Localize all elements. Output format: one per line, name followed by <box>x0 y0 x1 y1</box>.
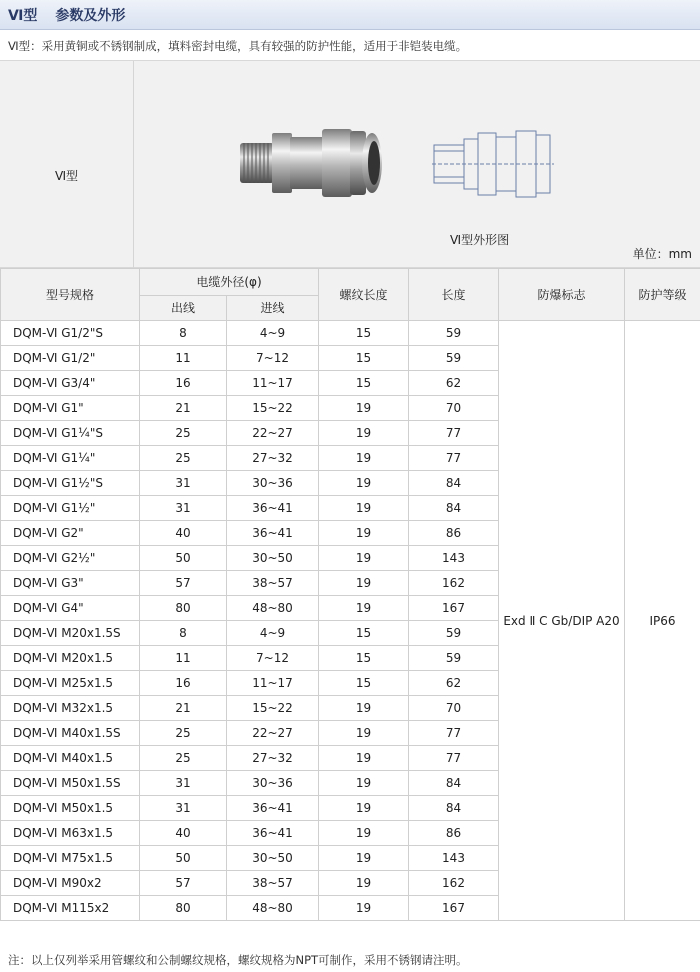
title-model: Ⅵ型 <box>8 7 38 24</box>
product-area <box>0 60 700 268</box>
inlet-cell: 36~41 <box>227 796 319 821</box>
outlet-cell: 50 <box>140 546 227 571</box>
header-inlet: 进线 <box>227 296 319 321</box>
outlet-cell: 11 <box>140 346 227 371</box>
model-cell: DQM-Ⅵ G1½"S <box>1 471 140 496</box>
thread-length-cell: 19 <box>319 521 409 546</box>
model-cell: DQM-Ⅵ M50x1.5S <box>1 771 140 796</box>
inlet-cell: 7~12 <box>227 646 319 671</box>
header-model: 型号规格 <box>1 269 140 321</box>
header-protection: 防护等级 <box>625 269 700 321</box>
model-cell: DQM-Ⅵ G1/2"S <box>1 321 140 346</box>
outlet-cell: 40 <box>140 821 227 846</box>
header-outlet: 出线 <box>140 296 227 321</box>
footnote: 注：以上仅列举采用管螺纹和公制螺纹规格，螺纹规格为NPT可制作，采用不锈钢请注明。 <box>8 953 468 967</box>
model-cell: DQM-Ⅵ M40x1.5 <box>1 746 140 771</box>
length-cell: 70 <box>409 396 499 421</box>
inlet-cell: 22~27 <box>227 421 319 446</box>
length-cell: 84 <box>409 471 499 496</box>
length-cell: 162 <box>409 871 499 896</box>
length-cell: 77 <box>409 721 499 746</box>
title-bar <box>0 0 700 30</box>
inlet-cell: 36~41 <box>227 496 319 521</box>
header-length: 长度 <box>409 269 499 321</box>
model-cell: DQM-Ⅵ G1/2" <box>1 346 140 371</box>
outlet-cell: 31 <box>140 796 227 821</box>
outlet-cell: 11 <box>140 646 227 671</box>
inlet-cell: 36~41 <box>227 521 319 546</box>
length-cell: 59 <box>409 321 499 346</box>
thread-length-cell: 19 <box>319 446 409 471</box>
inlet-cell: 7~12 <box>227 346 319 371</box>
thread-length-cell: 19 <box>319 471 409 496</box>
inlet-cell: 30~50 <box>227 846 319 871</box>
model-cell: DQM-Ⅵ M75x1.5 <box>1 846 140 871</box>
model-cell: DQM-Ⅵ M50x1.5 <box>1 796 140 821</box>
inlet-cell: 30~36 <box>227 471 319 496</box>
thread-length-cell: 19 <box>319 396 409 421</box>
length-cell: 84 <box>409 771 499 796</box>
inlet-cell: 38~57 <box>227 871 319 896</box>
outlet-cell: 25 <box>140 721 227 746</box>
thread-length-cell: 19 <box>319 896 409 921</box>
model-cell: DQM-Ⅵ M63x1.5 <box>1 821 140 846</box>
inlet-cell: 27~32 <box>227 746 319 771</box>
thread-length-cell: 19 <box>319 696 409 721</box>
thread-length-cell: 15 <box>319 646 409 671</box>
inlet-cell: 15~22 <box>227 696 319 721</box>
thread-length-cell: 15 <box>319 671 409 696</box>
thread-length-cell: 19 <box>319 746 409 771</box>
thread-length-cell: 19 <box>319 796 409 821</box>
drawing-caption: Ⅵ型外形图 <box>450 233 510 247</box>
inlet-cell: 11~17 <box>227 671 319 696</box>
explosion-mark-cell: Exd Ⅱ C Gb/DIP A20 <box>499 321 625 921</box>
unit-label: 单位：mm <box>632 247 692 261</box>
spec-table-body <box>1 321 700 921</box>
length-cell: 59 <box>409 646 499 671</box>
cable-gland-photo <box>236 127 386 199</box>
length-cell: 162 <box>409 571 499 596</box>
thread-length-cell: 19 <box>319 871 409 896</box>
model-cell: DQM-Ⅵ G1½" <box>1 496 140 521</box>
thread-length-cell: 15 <box>319 371 409 396</box>
length-cell: 84 <box>409 496 499 521</box>
inlet-cell: 30~36 <box>227 771 319 796</box>
inlet-cell: 48~80 <box>227 596 319 621</box>
thread-length-cell: 15 <box>319 321 409 346</box>
header-thread-length: 螺纹长度 <box>319 269 409 321</box>
outlet-cell: 21 <box>140 396 227 421</box>
thread-length-cell: 19 <box>319 821 409 846</box>
inlet-cell: 4~9 <box>227 321 319 346</box>
thread-length-cell: 15 <box>319 621 409 646</box>
thread-length-cell: 19 <box>319 496 409 521</box>
outlet-cell: 40 <box>140 521 227 546</box>
length-cell: 86 <box>409 821 499 846</box>
thread-length-cell: 19 <box>319 771 409 796</box>
inlet-cell: 30~50 <box>227 546 319 571</box>
thread-length-cell: 19 <box>319 846 409 871</box>
model-cell: DQM-Ⅵ G4" <box>1 596 140 621</box>
model-cell: DQM-Ⅵ G1¼" <box>1 446 140 471</box>
outlet-cell: 8 <box>140 621 227 646</box>
model-cell: DQM-Ⅵ G3" <box>1 571 140 596</box>
inlet-cell: 11~17 <box>227 371 319 396</box>
outlet-cell: 80 <box>140 596 227 621</box>
model-cell: DQM-Ⅵ G1" <box>1 396 140 421</box>
outlet-cell: 31 <box>140 771 227 796</box>
inlet-cell: 36~41 <box>227 821 319 846</box>
outlet-cell: 25 <box>140 421 227 446</box>
outlet-cell: 80 <box>140 896 227 921</box>
length-cell: 167 <box>409 896 499 921</box>
page-title: 参数及外形 <box>55 7 126 24</box>
outlet-cell: 21 <box>140 696 227 721</box>
inlet-cell: 48~80 <box>227 896 319 921</box>
thread-length-cell: 15 <box>319 346 409 371</box>
length-cell: 70 <box>409 696 499 721</box>
outlet-cell: 31 <box>140 496 227 521</box>
model-cell: DQM-Ⅵ M32x1.5 <box>1 696 140 721</box>
length-cell: 77 <box>409 746 499 771</box>
model-cell: DQM-Ⅵ M25x1.5 <box>1 671 140 696</box>
outlet-cell: 16 <box>140 671 227 696</box>
model-cell: DQM-Ⅵ G1¼"S <box>1 421 140 446</box>
length-cell: 59 <box>409 621 499 646</box>
thread-length-cell: 19 <box>319 571 409 596</box>
length-cell: 62 <box>409 671 499 696</box>
length-cell: 167 <box>409 596 499 621</box>
header-explosion-mark: 防爆标志 <box>499 269 625 321</box>
inlet-cell: 4~9 <box>227 621 319 646</box>
outline-drawing <box>432 129 554 199</box>
outlet-cell: 25 <box>140 446 227 471</box>
outlet-cell: 57 <box>140 871 227 896</box>
outlet-cell: 16 <box>140 371 227 396</box>
model-cell: DQM-Ⅵ M20x1.5S <box>1 621 140 646</box>
header-cable-od: 电缆外径(φ) <box>140 269 319 296</box>
table-row <box>1 321 700 346</box>
length-cell: 62 <box>409 371 499 396</box>
model-cell: DQM-Ⅵ M115x2 <box>1 896 140 921</box>
outlet-cell: 31 <box>140 471 227 496</box>
spec-table <box>0 268 700 921</box>
outlet-cell: 57 <box>140 571 227 596</box>
length-cell: 77 <box>409 421 499 446</box>
model-cell: DQM-Ⅵ M20x1.5 <box>1 646 140 671</box>
length-cell: 143 <box>409 846 499 871</box>
model-cell: DQM-Ⅵ M40x1.5S <box>1 721 140 746</box>
length-cell: 77 <box>409 446 499 471</box>
length-cell: 143 <box>409 546 499 571</box>
thread-length-cell: 19 <box>319 596 409 621</box>
outlet-cell: 25 <box>140 746 227 771</box>
inlet-cell: 27~32 <box>227 446 319 471</box>
length-cell: 84 <box>409 796 499 821</box>
model-cell: DQM-Ⅵ G2½" <box>1 546 140 571</box>
model-cell: DQM-Ⅵ M90x2 <box>1 871 140 896</box>
length-cell: 86 <box>409 521 499 546</box>
inlet-cell: 38~57 <box>227 571 319 596</box>
thread-length-cell: 19 <box>319 721 409 746</box>
thread-length-cell: 19 <box>319 421 409 446</box>
inlet-cell: 22~27 <box>227 721 319 746</box>
length-cell: 59 <box>409 346 499 371</box>
outlet-cell: 8 <box>140 321 227 346</box>
product-description: Ⅵ型：采用黄铜或不锈钢制成，填料密封电缆，具有较强的防护性能，适用于非铠装电缆。 <box>8 39 468 53</box>
protection-cell: IP66 <box>625 321 700 921</box>
product-divider <box>133 61 134 269</box>
product-label: Ⅵ型 <box>54 169 79 183</box>
outlet-cell: 50 <box>140 846 227 871</box>
inlet-cell: 15~22 <box>227 396 319 421</box>
model-cell: DQM-Ⅵ G3/4" <box>1 371 140 396</box>
model-cell: DQM-Ⅵ G2" <box>1 521 140 546</box>
thread-length-cell: 19 <box>319 546 409 571</box>
